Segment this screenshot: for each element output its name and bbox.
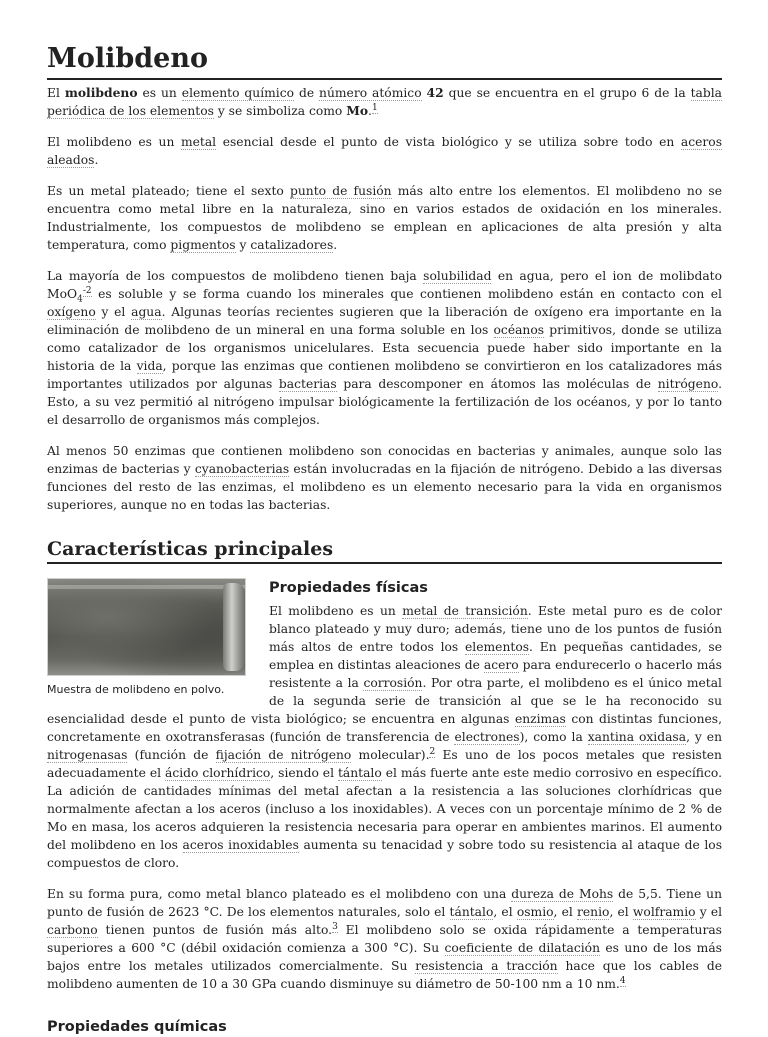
reference-marker[interactable]: 2: [429, 746, 436, 757]
inline-link[interactable]: ácido clorhídrico: [165, 766, 271, 780]
inline-link[interactable]: cyanobacterias: [194, 462, 290, 476]
inline-link[interactable]: acero: [483, 658, 519, 672]
inline-link[interactable]: metal: [180, 135, 217, 149]
inline-link[interactable]: solubilidad: [423, 269, 492, 283]
paragraph-intro-2: El molibdeno es un metal esencial desde el punto de vista biológico y se utiliza sobre todo en aceros aleados.: [47, 135, 723, 167]
reference-marker[interactable]: 3: [332, 921, 338, 932]
subsection-heading-chemical: Propiedades químicas: [47, 1019, 227, 1035]
paragraph-intro-5: Al menos 50 enzimas que contienen molibdeno son conocidas en bacterias y animales, aunque solo las enzimas de bacterias y cyanobacterias están involucradas en la fijación de nitrógeno. Debido a las diversas funciones del resto de las enzimas, el molibdeno es un elemento necesario para la vida en organismos superiores, aunque no en todas las bacterias.: [47, 444, 722, 512]
inline-link[interactable]: catalizadores: [250, 238, 334, 252]
figure: [47, 578, 249, 698]
inline-link[interactable]: nitrógeno: [657, 377, 719, 391]
paragraph-intro-1: El molibdeno es un elemento químico de número atómico 42 que se encuentra en el grupo 6 de la tabla periódica de los elementos y se simboliza como Mo.$^1$: [47, 85, 723, 118]
section-heading: Características principales: [47, 536, 722, 564]
inline-link[interactable]: número atómico: [319, 86, 422, 100]
inline-link[interactable]: enzimas: [514, 712, 566, 726]
inline-link[interactable]: metal de transición: [402, 604, 528, 618]
inline-link[interactable]: elemento químico: [181, 86, 295, 100]
inline-link[interactable]: wolframio: [632, 905, 696, 919]
inline-link[interactable]: fijación de nitrógeno: [215, 748, 352, 762]
inline-link[interactable]: aceros: [680, 135, 723, 149]
figure-caption: Muestra de molibdeno en polvo.: [47, 683, 225, 696]
inline-link[interactable]: osmio: [516, 905, 554, 919]
subsection-heading-physical: Propiedades físicas: [269, 580, 428, 596]
inline-link[interactable]: dureza de Mohs: [511, 887, 614, 901]
inline-link[interactable]: corrosión: [363, 676, 423, 690]
inline-link[interactable]: bacterias: [278, 377, 337, 391]
inline-link[interactable]: renio: [577, 905, 610, 919]
inline-link[interactable]: aceros inoxidables: [182, 838, 299, 852]
bold-term: Mo: [346, 103, 369, 118]
inline-link[interactable]: nitrogenasas: [47, 748, 128, 762]
paragraph-intro-4: La mayoría de los compuestos de molibdeno tienen baja solubilidad en agua, pero el ion de molibdato MoO$_4^{-2}$ es soluble y se forma cuando los minerales que contienen molibdeno están en contacto con el oxígeno y el agua. Algunas teorías recientes sugieren que la liberación de oxígeno era importante en la eliminación de molibdeno de un mineral en una forma soluble en los océanos primitivos, donde se utiliza como catalizador de los organismos unicelulares. Esta secuencia puede haber sido importante en la historia de la vida, porque las enzimas que contienen molibdeno se convirtieron en los catalizadores más importantes utilizados por algunas bacterias para descomponer en átomos las moléculas de nitrógeno. Esto, a su vez permitió al nitrógeno impulsar biológicamente la fertilización de los océanos, y por lo tanto el desarrollo de organismos más complejos.: [47, 269, 722, 427]
subscript: 4: [77, 294, 83, 305]
paragraph-physical-1: El molibdeno es un metal de transición. Este metal puro es de color blanco plateado y muy duro; además, tiene uno de los puntos de fusión más altos de entre todos los elementos. En pequeñas cantidades, se emplea en distintas aleaciones de acero para endurecerlo o hacerlo más resistente a la corrosión. Por otra parte, el molibdeno es el único metal de la segunda serie de transición al que se le ha reconocido su esencialidad desde el punto de vista biológico; se encuentra en algunas enzimas con distintas funciones, concretamente en oxotransferasas (función de transferencia de electrones), como la xantina oxidasa, y en nitrogenasas (función de fijación de nitrógeno molecular).$^2$ Es uno de los pocos metales que resisten adecuadamente el ácido clorhídrico, siendo el tántalo el más fuerte ante este medio corrosivo en específico. La adición de cantidades mínimas del metal afectan a la resistencia a las soluciones clorhídricas que normalmente afectan a los aceros (incluso a los inoxidables). A veces con un porcentaje mínimo de 2 % de Mo en masa, los aceros adquieren la resistencia necesaria para operar en ambientes marinos. El aumento del molibdeno en los aceros inoxidables aumenta su tenacidad y sobre todo su resistencia al ataque de los compuestos de cloro.: [47, 604, 723, 870]
inline-link[interactable]: océanos: [493, 323, 545, 337]
reference-marker[interactable]: 4: [619, 975, 626, 986]
inline-link[interactable]: tabla periódica de los elementos: [47, 86, 723, 118]
reference-marker[interactable]: -2: [82, 285, 92, 296]
inline-link[interactable]: vida: [136, 359, 163, 373]
inline-link[interactable]: pigmentos: [170, 238, 236, 252]
inline-link[interactable]: agua: [131, 305, 162, 319]
section-body: [47, 578, 722, 872]
paragraph-physical-2: En su forma pura, como metal blanco plateado es el molibdeno con una dureza de Mohs de 5,5. Tiene un punto de fusión de 2623 °C. De los elementos naturales, solo el tántalo, el osmio, el renio, el wolframio y el carbono tienen puntos de fusión más alto.$^3$ El molibdeno solo se oxida rápidamente a temperaturas superiores a 600 °C (débil oxidación comienza a 300 °C). Su coeficiente de dilatación es uno de los más bajos entre los metales utilizados comercialmente. Su resistencia a tracción hace que los cables de molibdeno aumenten de 10 a 30 GPa cuando disminuye su diámetro de 50-100 nm a 10 nm.$^4$: [47, 887, 723, 991]
bold-term: 42: [426, 85, 444, 100]
page-title: Molibdeno: [47, 0, 722, 80]
inline-link[interactable]: tántalo: [337, 766, 382, 780]
inline-link[interactable]: electrones: [454, 730, 520, 744]
inline-link[interactable]: elementos: [465, 640, 530, 654]
inline-link[interactable]: coeficiente de dilatación: [444, 941, 600, 955]
molybdenum-powder-image[interactable]: [47, 578, 246, 676]
inline-link[interactable]: tántalo: [449, 905, 494, 919]
inline-link[interactable]: punto de fusión: [290, 184, 392, 198]
paragraph-intro-3: Es un metal plateado; tiene el sexto punto de fusión más alto entre los elementos. El molibdeno no se encuentra como metal libre en la naturaleza, sino en varios estados de oxidación en los minerales. Industrialmente, los compuestos de molibdeno se emplean en aplicaciones de alta presión y alta temperatura, como pigmentos y catalizadores.: [47, 184, 722, 252]
bold-term: molibdeno: [64, 85, 138, 100]
article: [47, 0, 722, 1037]
inline-link[interactable]: carbono: [47, 923, 98, 937]
reference-marker[interactable]: 1: [371, 102, 378, 113]
inline-link[interactable]: xantina oxidasa: [587, 730, 687, 744]
inline-link[interactable]: aleados: [47, 153, 95, 167]
inline-link[interactable]: resistencia a tracción: [415, 959, 558, 973]
inline-link[interactable]: oxígeno: [47, 305, 96, 319]
